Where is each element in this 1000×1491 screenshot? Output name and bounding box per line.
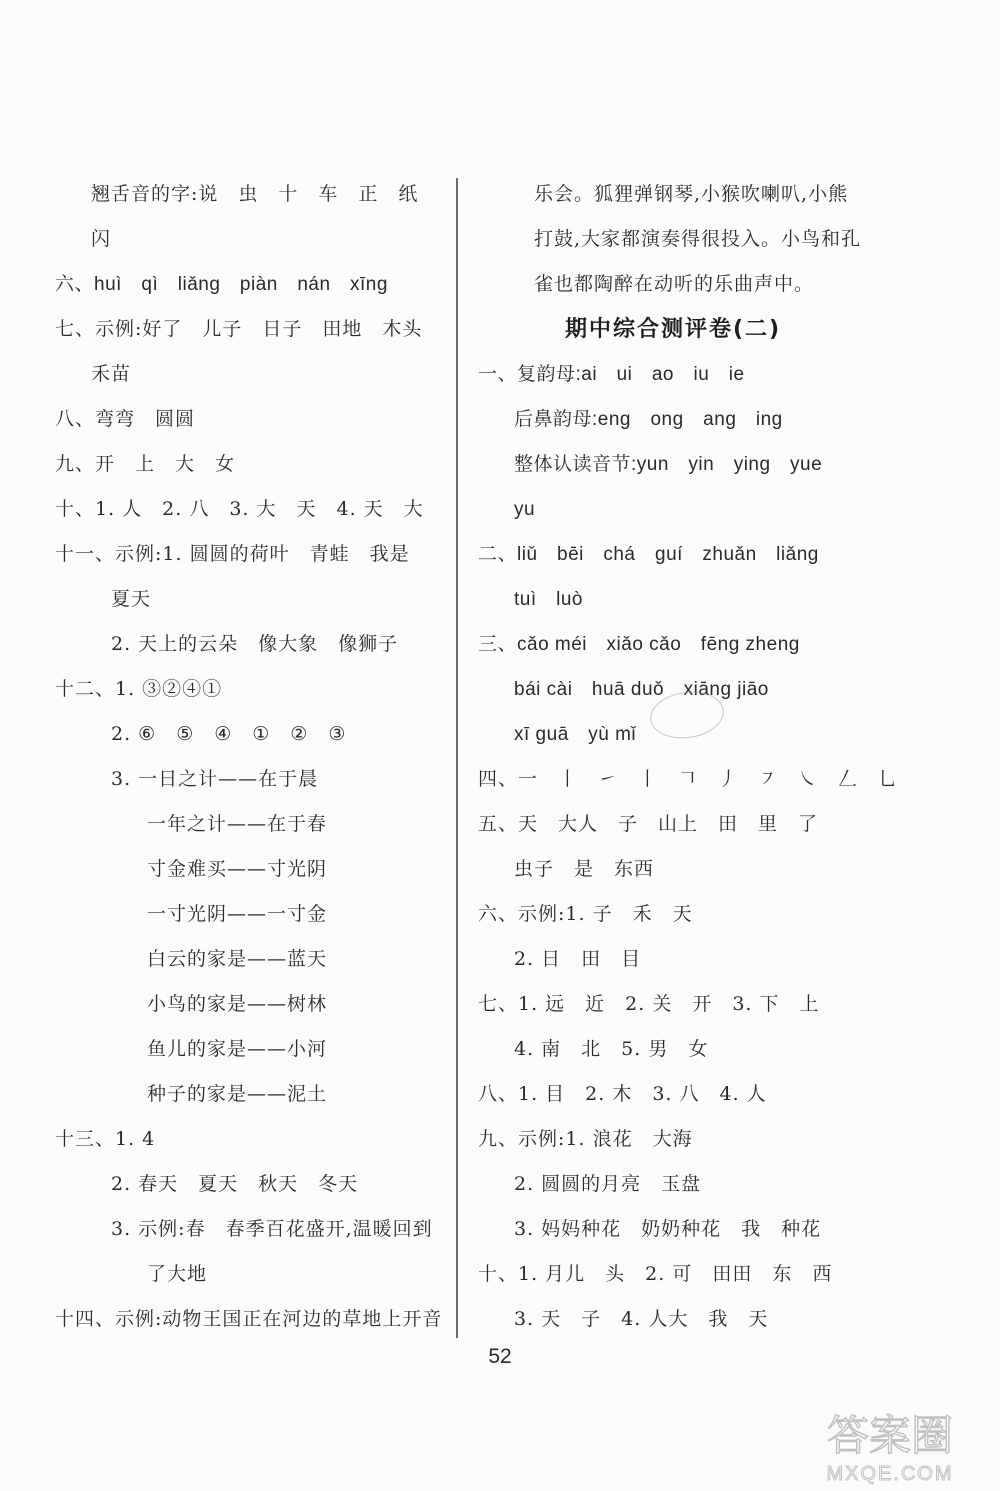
- answer-line: 三、cǎo méi xiǎo cǎo fēng zheng: [478, 634, 800, 655]
- answer-line: 整体认读音节:yun yin ying yue: [514, 454, 823, 475]
- answer-line: 八、弯弯 圆圆: [55, 408, 196, 430]
- answer-line: tuì luò: [514, 589, 583, 610]
- answer-line: 2. 天上的云朵 像大象 像狮子: [111, 633, 399, 655]
- watermark-title: 答案圈: [826, 1411, 954, 1460]
- answer-line: 十一、示例:1. 圆圆的荷叶 青蛙 我是: [55, 543, 410, 565]
- right-column: [478, 172, 899, 1342]
- answer-line: 3. 天 子 4. 人大 我 天: [514, 1308, 769, 1330]
- answer-line: 闪: [91, 228, 112, 250]
- page-number: 52: [488, 1345, 512, 1368]
- answer-line: 八、1. 目 2. 木 3. 八 4. 人: [478, 1083, 767, 1105]
- answer-line: 七、示例:好了 儿子 日子 田地 木头: [55, 318, 423, 340]
- answer-line: 2. ⑥ ⑤ ④ ① ② ③: [111, 723, 347, 745]
- answer-line: 十、1. 月儿 头 2. 可 田田 东 西: [478, 1263, 833, 1285]
- answer-line: 2. 圆圆的月亮 玉盘: [514, 1173, 702, 1195]
- answer-line: 白云的家是——蓝天: [147, 948, 328, 970]
- answer-line: 六、示例:1. 子 禾 天: [478, 903, 693, 925]
- answer-line: 七、1. 远 近 2. 关 开 3. 下 上: [478, 993, 820, 1015]
- answer-line: 十三、1. 4: [55, 1128, 156, 1150]
- answer-line: 十二、1. ③②④①: [55, 678, 223, 700]
- answer-line: yu: [514, 499, 536, 520]
- answer-line: 鱼儿的家是——小河: [147, 1038, 328, 1060]
- answer-line: 二、liǔ bēi chá guí zhuǎn liǎng: [478, 544, 819, 565]
- column-divider: [456, 178, 458, 1338]
- left-column: [55, 172, 445, 1342]
- answer-line: 种子的家是——泥土: [147, 1083, 328, 1105]
- answer-line: 一寸光阴——一寸金: [147, 903, 328, 925]
- answer-line: 3. 一日之计——在于晨: [111, 768, 319, 790]
- answer-line: 九、示例:1. 浪花 大海: [478, 1128, 693, 1150]
- answer-line: xī guā yù mǐ: [514, 724, 637, 745]
- answer-line: 一年之计——在于春: [147, 813, 328, 835]
- answer-line: 4. 南 北 5. 男 女: [514, 1038, 709, 1060]
- answer-line: 一、复韵母:ai ui ao iu ie: [478, 364, 745, 385]
- answer-line: 小鸟的家是——树林: [147, 993, 328, 1015]
- answer-line: 十四、示例:动物王国正在河边的草地上开音: [55, 1308, 443, 1330]
- answer-line: 五、天 大人 子 山上 田 里 了: [478, 813, 819, 835]
- answer-line: 九、开 上 大 女: [55, 453, 236, 475]
- answer-line: 后鼻韵母:eng ong ang ing: [514, 409, 783, 430]
- answer-line: 十、1. 人 2. 八 3. 大 天 4. 天 大: [55, 498, 424, 520]
- answer-line: bái cài huā duǒ xiāng jiāo: [514, 679, 769, 700]
- answer-line: 乐会。狐狸弹钢琴,小猴吹喇叭,小熊: [534, 183, 849, 205]
- answer-line: 打鼓,大家都演奏得很投入。小鸟和孔: [534, 228, 862, 250]
- answer-line: 虫子 是 东西: [514, 858, 655, 880]
- answer-line: 2. 春天 夏天 秋天 冬天: [111, 1173, 359, 1195]
- answer-line: 2. 日 田 目: [514, 948, 642, 970]
- answer-line: 3. 示例:春 春季百花盛开,温暖回到: [111, 1218, 433, 1240]
- answer-line: 六、huì qì liǎng piàn nán xīng: [55, 274, 388, 295]
- answer-line: 翘舌音的字:说 虫 十 车 正 纸: [91, 183, 419, 205]
- answer-line: 雀也都陶醉在动听的乐曲声中。: [534, 273, 815, 295]
- answer-line: 寸金难买——寸光阴: [147, 858, 328, 880]
- answer-line: 了大地: [147, 1263, 208, 1285]
- answer-line: 夏天: [111, 588, 152, 610]
- watermark-url: MXQE.COM: [826, 1463, 954, 1485]
- answer-line: 3. 妈妈种花 奶奶种花 我 种花: [514, 1218, 822, 1240]
- watermark-logo: [790, 1400, 990, 1488]
- section-heading: 期中综合测评卷(二): [564, 317, 782, 342]
- answer-line: 禾苗: [91, 363, 132, 385]
- answer-line: 四、一 丨 ㇀ 丨 𠃍 丿 ㇇ ㇏ 𠃋 乚: [478, 768, 899, 790]
